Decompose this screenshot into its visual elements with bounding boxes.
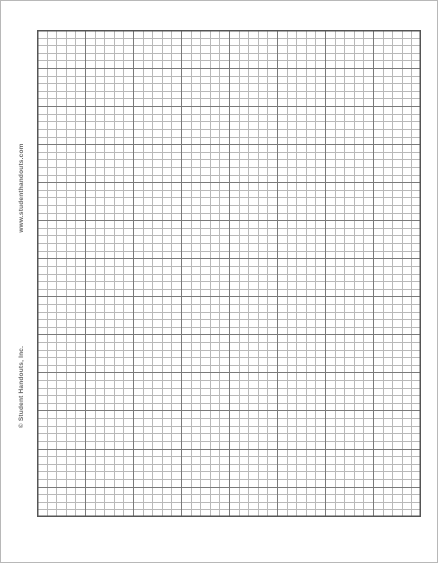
graph-paper-grid (37, 30, 421, 517)
copyright-text: © Student Handouts, Inc. (18, 345, 25, 429)
website-url-text: www.studenthandouts.com (18, 143, 25, 233)
